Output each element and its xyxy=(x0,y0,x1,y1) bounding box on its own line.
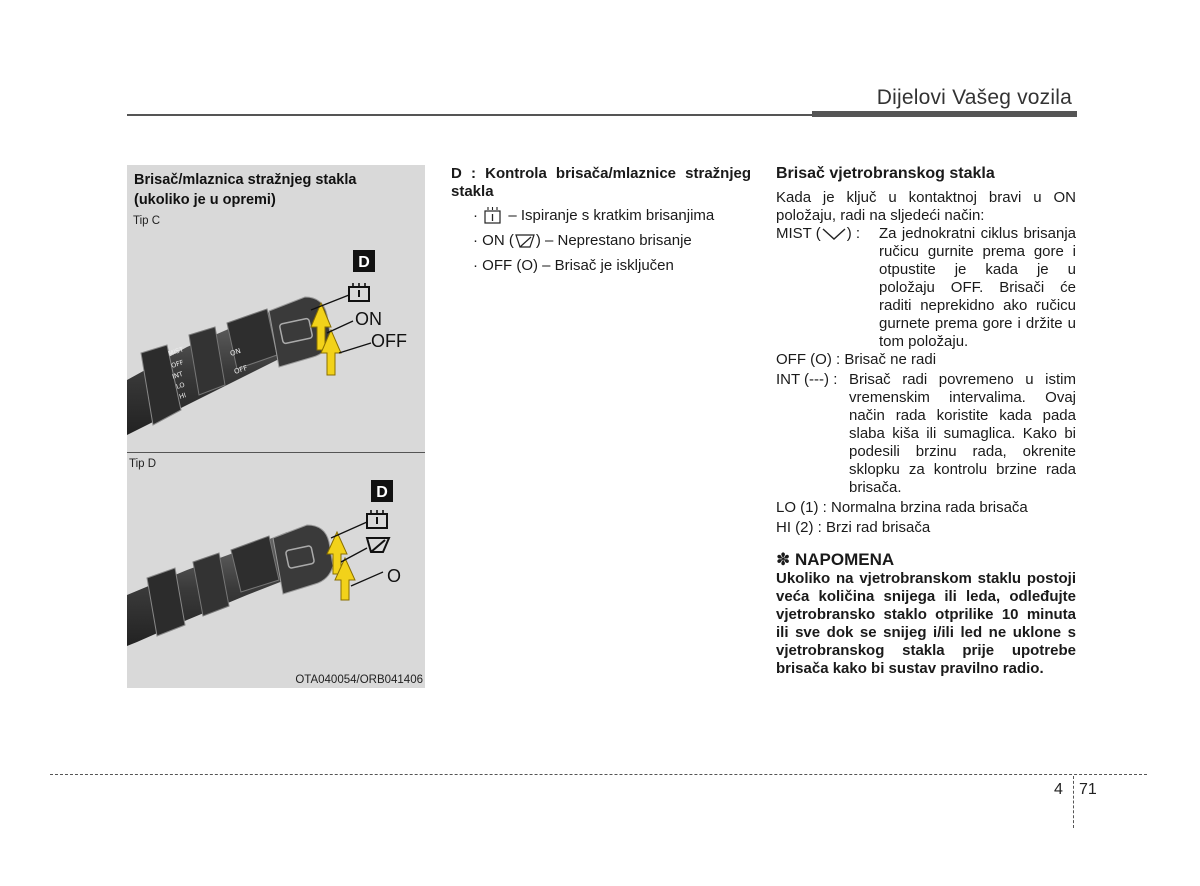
figure-divider xyxy=(127,452,425,453)
int-term: INT (---) : Brisač radi povremeno u istim vremenskim intervalima. Ovaj način rada koristite kada pada slaba kiša ili sumaglica. Kako bi podesili brzinu rada, okrenite sklopku za kontrolu brzine rada brisača. xyxy=(776,371,1076,496)
list-item: · ON ( ) – Neprestano brisanje xyxy=(473,232,692,249)
mist-term: MIST ( ) : Za jednokratni ciklus brisanja ručicu gurnite prema gore i otpustite je kada je u položaju OFF. Brisači će raditi neprekidno ako ručicu gurnete prema gore i držite u tom položaju. xyxy=(776,225,1076,350)
rear-wiper-control-section xyxy=(451,165,751,274)
note-body: Ukoliko na vjetrobranskom staklu postoji veća količina snijega ili leda, odleđujte vjetrobransko staklo otprilike 10 minuta ili sve dok se snijeg i/ili led ne uklone s vjetrobranskog stakla prije upotrebe brisača kako bi sustav pravilno radio. xyxy=(776,570,1076,677)
header-rule-accent xyxy=(812,111,1077,117)
wiper-stalk-type-c-illustration xyxy=(127,235,425,450)
figure-panel xyxy=(127,165,425,688)
off-line: OFF (O) : Brisač ne radi xyxy=(776,351,937,368)
type-c-label: Tip C xyxy=(133,215,161,227)
stalk-label-int: INT xyxy=(171,369,184,381)
page-header-title: Dijelovi Vašeg vozila xyxy=(876,86,1072,109)
label-off: OFF xyxy=(371,331,407,351)
mist-chevron-icon xyxy=(821,227,847,241)
rear-washer-icon xyxy=(349,283,369,301)
figure-code: OTA040054/ORB041406 xyxy=(295,674,423,686)
footer-divider xyxy=(1073,776,1074,828)
stalk-label-lo: LO xyxy=(175,380,186,391)
type-d-label: Tip D xyxy=(129,458,157,470)
figure-heading: Brisač/mlaznica stražnjeg stakla (ukoliko je u opremi) xyxy=(134,172,357,208)
rear-wiper-icon xyxy=(367,538,389,552)
lo-line: LO (1) : Normalna brzina rada brisača xyxy=(776,499,1028,516)
mist-description: Za jednokratni ciklus brisanja ručicu gurnite prema gore i otpustite je kada je u položaju OFF. Brisači će raditi neprekidno ako ručicu gurnete prema gore i držite u tom položaju. xyxy=(879,225,1076,350)
rear-washer-icon xyxy=(367,510,387,528)
rear-wiper-control-heading: D : Kontrola brisača/mlaznice stražnjeg stakla xyxy=(451,165,751,200)
stalk-label-hi: HI xyxy=(178,391,188,401)
intro-paragraph: Kada je ključ u kontaktnoj bravi u ON položaju, radi na sljedeći način: xyxy=(776,189,1076,224)
list-item: · – Ispiranje s kratkim brisanjima xyxy=(473,207,715,224)
list-item: · OFF (O) – Brisač je isključen xyxy=(473,257,674,274)
chapter-number: 4 xyxy=(1054,781,1063,798)
rear-wiper-icon xyxy=(514,232,536,250)
wiper-stalk-type-d-illustration xyxy=(127,470,425,670)
stalk-label-off: OFF xyxy=(170,358,185,370)
label-o: O xyxy=(387,566,402,586)
footer-rule xyxy=(50,774,1147,775)
stalk-label-on: ON xyxy=(229,346,242,358)
d-marker-c: D xyxy=(358,254,370,271)
note-title: ✽ NAPOMENA xyxy=(776,550,895,569)
washer-icon xyxy=(482,207,504,225)
stalk-label-mist: MIST xyxy=(167,345,185,358)
windshield-wiper-section xyxy=(776,165,1076,678)
page-number: 71 xyxy=(1079,781,1097,798)
d-marker-d: D xyxy=(376,484,388,501)
stalk-label-off-rear: OFF xyxy=(233,364,249,376)
windshield-wiper-heading: Brisač vjetrobranskog stakla xyxy=(776,165,995,182)
stalk-knob xyxy=(273,525,333,594)
int-description: Brisač radi povremeno u istim vremenskim intervalima. Ovaj način rada koristite kada pada slaba kiša ili sumaglica. Kako bi podesili brzinu rada, okrenite sklopku za kontrolu brzine rada brisača. xyxy=(849,371,1076,496)
hi-line: HI (2) : Brzi rad brisača xyxy=(776,519,931,536)
label-on: ON xyxy=(355,309,382,329)
